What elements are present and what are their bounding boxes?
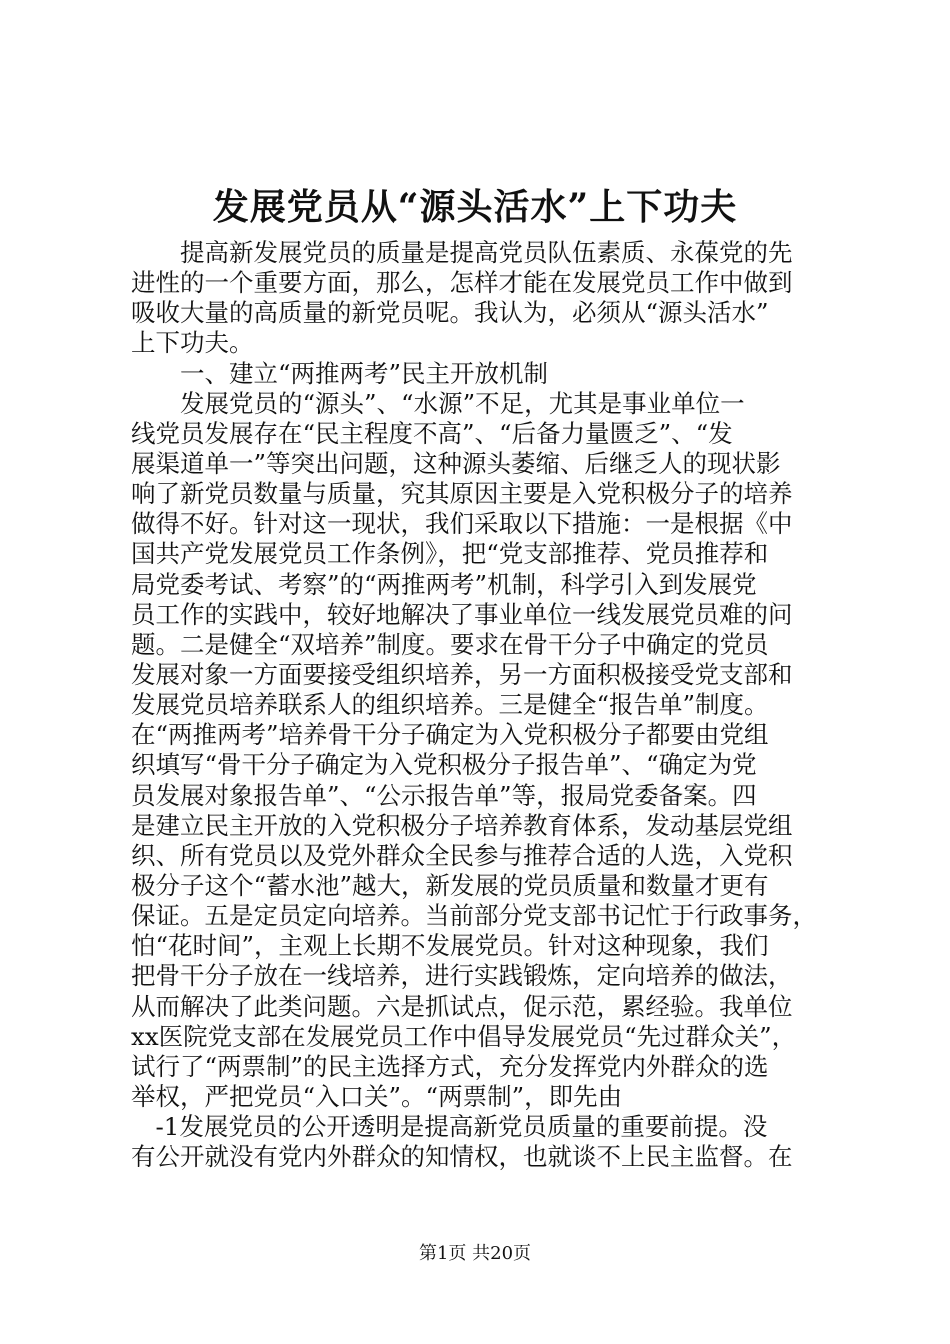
body-line: 发展对象一方面要接受组织培养，另一方面积极接受党支部和 (131, 659, 793, 689)
section-heading: 一、建立“两推两考”民主开放机制 (131, 358, 549, 388)
body-line: 极分子这个“蓄水池”越大，新发展的党员质量和数量才更有 (131, 870, 769, 900)
body-line: 提高新发展党员的质量是提高党员队伍素质、永葆党的先 (131, 238, 793, 267)
body-line: 从而解决了此类问题。六是抓试点，促示范，累经验。我单位 (131, 991, 793, 1021)
body-line: 发展党员的“源头”、“水源”不足，尤其是事业单位一 (131, 388, 745, 418)
body-line: 国共产党发展党员工作条例》，把“党支部推荐、党员推荐和 (131, 539, 769, 569)
body-line: 怕“花时间”，主观上长期不发展党员。针对这种现象，我们 (131, 931, 769, 961)
body-line: 举权，严把党员“入口关”。“两票制”，即先由 (131, 1081, 623, 1111)
body-line: 在“两推两考”培养骨干分子确定为入党积极分子都要由党组 (131, 720, 769, 750)
document-body (131, 238, 831, 1172)
body-line: 局党委考试、考察”的“两推两考”机制，科学引入到发展党 (131, 569, 757, 599)
body-line: -1发展党员的公开透明是提高新党员质量的重要前提。没 (131, 1112, 768, 1142)
body-line: 响了新党员数量与质量，究其原因主要是入党积极分子的培养 (131, 479, 793, 509)
body-line: 展渠道单一”等突出问题，这种源头萎缩、后继乏人的现状影 (131, 448, 781, 478)
body-line: 线党员发展存在“民主程度不高”、“后备力量匮乏”、“发 (131, 418, 733, 448)
page-number: 第1页 共20页 (418, 1243, 532, 1264)
body-line: 织、所有党员以及党外群众全民参与推荐合适的人选，入党积 (131, 840, 793, 870)
body-line: 员工作的实践中，较好地解决了事业单位一线发展党员难的问 (131, 599, 793, 629)
body-line: 保证。五是定员定向培养。当前部分党支部书记忙于行政事务， (131, 901, 817, 931)
body-line: 员发展对象报告单”、“公示报告单”等，报局党委备案。四 (131, 780, 757, 810)
body-line: 题。二是健全“双培养”制度。要求在骨干分子中确定的党员 (131, 629, 769, 659)
body-line: 吸收大量的高质量的新党员呢。我认为，必须从“源头活水” (131, 298, 769, 328)
body-line: 把骨干分子放在一线培养，进行实践锻炼，定向培养的做法， (131, 961, 793, 991)
body-line: 做得不好。针对这一现状，我们采取以下措施：一是根据《中 (131, 509, 793, 539)
body-line: 有公开就没有党内外群众的知情权，也就谈不上民主监督。在 (131, 1142, 793, 1172)
body-line: 上下功夫。 (131, 328, 254, 358)
body-line: 发展党员培养联系人的组织培养。三是健全“报告单”制度。 (131, 690, 769, 720)
body-line: 织填写“骨干分子确定为入党积极分子报告单”、“确定为党 (131, 750, 757, 780)
body-line: 试行了“两票制”的民主选择方式，充分发挥党内外群众的选 (131, 1051, 769, 1081)
document-title: 发展党员从“源头活水”上下功夫 (212, 186, 738, 228)
body-line: 进性的一个重要方面，那么，怎样才能在发展党员工作中做到 (131, 268, 793, 298)
body-line: 是建立民主开放的入党积极分子培养教育体系，发动基层党组 (131, 810, 793, 840)
body-line: xx医院党支部在发展党员工作中倡导发展党员“先过群众关”， (131, 1021, 797, 1051)
